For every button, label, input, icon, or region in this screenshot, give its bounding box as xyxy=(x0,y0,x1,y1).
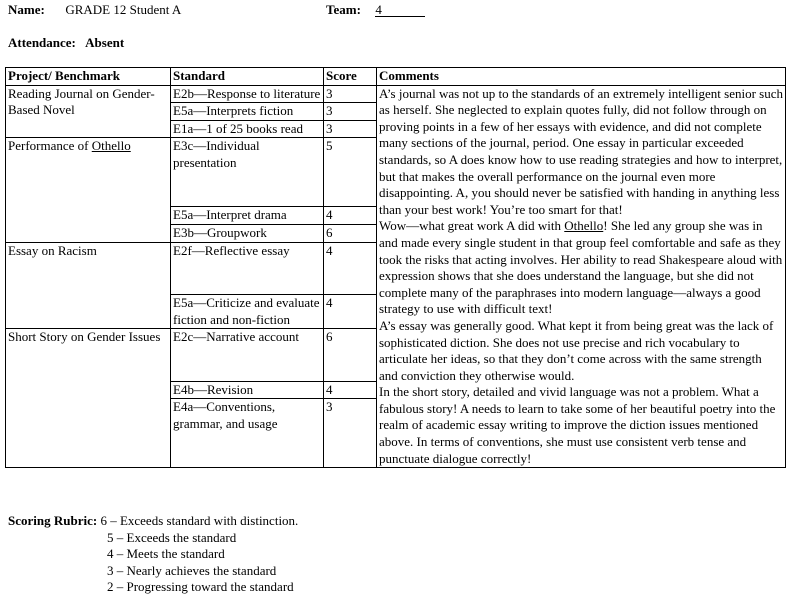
rubric-level: 6 – Exceeds standard with distinction. xyxy=(100,513,299,528)
rubric-level: 4 – Meets the standard xyxy=(107,546,225,562)
name-value: GRADE 12 Student A xyxy=(65,2,182,17)
comment-othello-text-1: Wow—what great work A did with xyxy=(379,218,565,234)
project-name-title: Othello xyxy=(91,138,131,154)
standard-cell: E5a—Interprets fiction xyxy=(171,103,324,121)
col-header-comments: Comments xyxy=(377,68,786,86)
scoring-rubric xyxy=(8,513,298,596)
standard-cell: E2f—Reflective essay xyxy=(171,242,324,294)
score-cell: 5 xyxy=(324,138,377,207)
name-row xyxy=(8,2,181,18)
standard-cell: E4a—Conventions, grammar, and usage xyxy=(171,399,324,468)
score-cell: 3 xyxy=(324,85,377,103)
standard-cell: E1a—1 of 25 books read xyxy=(171,120,324,138)
comment-othello-title: Othello xyxy=(564,218,604,234)
score-cell: 3 xyxy=(324,399,377,468)
comments-cell xyxy=(377,85,786,468)
rubric-label: Scoring Rubric: xyxy=(8,513,98,528)
col-header-project: Project/ Benchmark xyxy=(6,68,171,86)
rubric-level: 5 – Exceeds the standard xyxy=(107,529,237,545)
standard-cell: E3b—Groupwork xyxy=(171,224,324,242)
standard-cell: E2b—Response to literature xyxy=(171,85,324,103)
project-cell: Short Story on Gender Issues xyxy=(6,329,171,468)
project-cell xyxy=(6,138,171,242)
assessment-table xyxy=(5,67,786,468)
table-row xyxy=(6,85,786,103)
rubric-level: 3 – Nearly achieves the standard xyxy=(107,562,277,578)
name-label: Name: xyxy=(8,2,45,17)
score-cell: 3 xyxy=(324,120,377,138)
score-cell: 4 xyxy=(324,381,377,399)
team-row xyxy=(326,2,425,18)
project-cell: Reading Journal on Gender-Based Novel xyxy=(6,85,171,138)
standard-cell: E5a—Criticize and evaluate fiction and non-fiction xyxy=(171,295,324,329)
comment-othello xyxy=(379,218,783,318)
score-cell: 6 xyxy=(324,329,377,381)
comment-journal: A’s journal was not up to the standards of an extremely intelligent senior such as herself. She neglected to explain quotes fully, did not follow through on proving points in a few of her essays with evidence, and did not complete many sections of the journal, period. One essay in particular exceeded standards, so A does know how to use reading strategies and how to interpret, but that makes the overall performance on the journal even more disappointing. A, you should never be satisfied with handing in anything less than your best work! You’re too smart for that! xyxy=(379,85,783,217)
team-label: Team: xyxy=(326,2,361,17)
col-header-score: Score xyxy=(324,68,377,86)
project-name-prefix: Performance of xyxy=(8,138,92,154)
table-header-row xyxy=(6,68,786,86)
standard-cell: E5a—Interpret drama xyxy=(171,207,324,225)
rubric-level: 2 – Progressing toward the standard xyxy=(107,579,294,595)
attendance-value: Absent xyxy=(85,35,125,50)
col-header-standard: Standard xyxy=(171,68,324,86)
attendance-row xyxy=(8,35,124,51)
score-cell: 3 xyxy=(324,103,377,121)
attendance-label: Attendance: xyxy=(8,35,76,50)
comment-story: In the short story, detailed and vivid language was not a problem. What a fabulous story! A needs to learn to take some of her beautiful poetry into the realm of academic essay writing to improve the diction issues mentioned above. In terms of conventions, she must use consistent verb tense and punctuate dialogue correctly! xyxy=(379,384,776,466)
comment-essay: A’s essay was generally good. What kept it from being great was the lack of sophisticated diction. She does not use precise and rich vocabulary to articulate her ideas, so that they don’t come across with the same strength and conviction they otherwise would. xyxy=(379,317,774,383)
score-cell: 4 xyxy=(324,207,377,225)
score-cell: 6 xyxy=(324,224,377,242)
comment-othello-text-2: ! She led any group she was in and made every single student in that group feel comfortable and safe as they took the risks that acting involves. Her ability to read Shakespeare aloud with expression shows that she does understand the language, but she did not complete many of the paraphrases into modern language—always a good strategy to use with difficult text! xyxy=(379,218,783,317)
score-cell: 4 xyxy=(324,242,377,294)
team-value: 4 xyxy=(375,4,425,17)
standard-cell: E4b—Revision xyxy=(171,381,324,399)
standard-cell: E2c—Narrative account xyxy=(171,329,324,381)
standard-cell: E3c—Individual presentation xyxy=(171,138,324,207)
score-cell: 4 xyxy=(324,295,377,329)
project-cell: Essay on Racism xyxy=(6,242,171,329)
